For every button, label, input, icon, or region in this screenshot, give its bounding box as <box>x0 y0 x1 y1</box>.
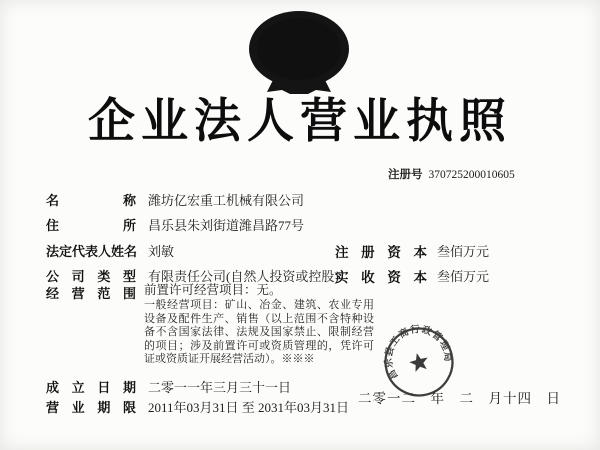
business-scope-general-items: 一般经营项目：矿山、冶金、建筑、农业专用设备及配件生产、销售（以上范围不含特种设备不含国家法律、法规及国家禁止、限制经营的项目；涉及前置许可或资质管理的，凭许可证或资质证开展经营活动）。※※※ <box>144 299 374 365</box>
field-business-term-label: 营业期限 <box>46 400 136 415</box>
field-establishment-date-label: 成立日期 <box>46 380 136 395</box>
field-registered-capital-value: 叁佰万元 <box>437 244 490 259</box>
issue-date: 二零一二 年 二 月十四 日 <box>358 391 561 406</box>
field-address-label: 住所 <box>46 218 136 233</box>
field-name <box>46 190 304 210</box>
field-business-scope <box>46 283 374 367</box>
national-emblem-icon <box>238 10 360 98</box>
field-paid-in-capital-label: 实收资本 <box>335 270 427 285</box>
field-legal-representative <box>46 241 174 261</box>
document-title: 企业法人营业执照 <box>88 94 512 147</box>
svg-text:昌乐县工商行政管理局 <box>375 316 456 382</box>
field-establishment-date-value: 二零一一年三月三十一日 <box>148 380 292 395</box>
field-registered-capital-label: 注册资本 <box>335 245 427 260</box>
field-name-label: 名称 <box>46 193 136 208</box>
field-business-scope-label: 经营范围 <box>46 286 136 301</box>
field-business-scope-value <box>144 283 374 367</box>
business-scope-licensed-items: 前置许可经营项目：无。 <box>144 283 282 297</box>
field-address <box>46 215 304 235</box>
seal-star-icon <box>408 351 431 373</box>
field-legal-representative-value: 刘敏 <box>148 244 175 259</box>
field-legal-representative-label: 法定代表人姓名 <box>46 244 138 259</box>
field-establishment-date <box>46 377 291 397</box>
field-business-term-value: 2011年03月31日 至 2031年03月31日 <box>148 400 350 415</box>
field-address-value: 昌乐县朱刘街道潍昌路77号 <box>148 218 305 233</box>
field-paid-in-capital <box>335 266 489 286</box>
seal-text: 昌乐县工商行政管理局 <box>383 324 454 382</box>
field-business-term <box>46 397 349 417</box>
registration-number-value: 370725200010605 <box>428 169 515 181</box>
field-company-type-value: 有限责任公司(自然人投资或控股) <box>148 269 339 284</box>
field-company-type-label: 公司类型 <box>46 269 136 284</box>
registration-number-label: 注册号 <box>388 169 423 181</box>
registration-number-line <box>388 166 515 182</box>
field-paid-in-capital-value: 叁佰万元 <box>437 269 490 284</box>
field-name-value: 潍坊亿宏重工机械有限公司 <box>148 193 305 208</box>
field-registered-capital <box>335 241 489 261</box>
